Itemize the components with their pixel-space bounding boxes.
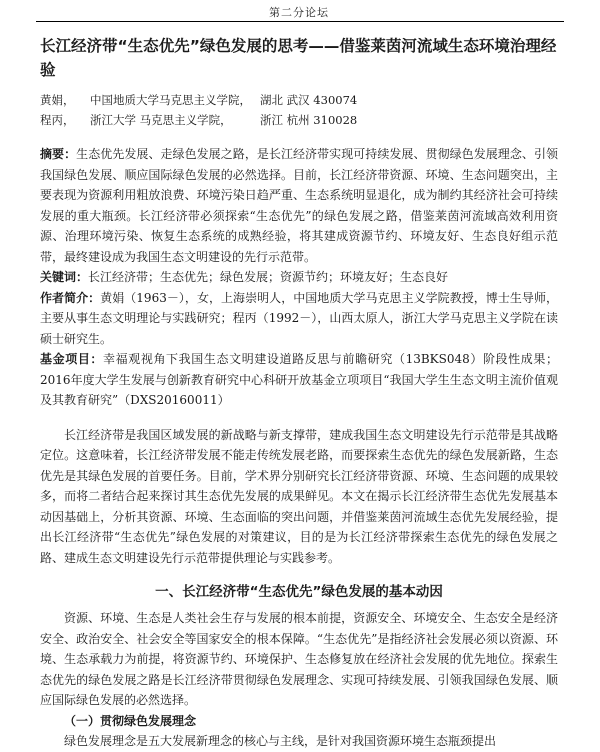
- author-name: 程丙，: [40, 113, 75, 127]
- author-location: 湖北 武汉 430074: [260, 93, 358, 107]
- funding-label: 基金项目：: [40, 352, 104, 366]
- section-body: [40, 608, 558, 752]
- running-header: 第二分论坛: [269, 6, 329, 19]
- header-rule: [36, 21, 564, 22]
- author-location: 浙江 杭州 310028: [260, 113, 358, 127]
- front-matter: [40, 144, 558, 411]
- author-bio-text: 黄娟（1963－），女，上海崇明人，中国地质大学马克思主义学院教授，博士生导师，主要从事生态文明理论与实践研究；程丙（1992－），山西太原人，浙江大学马克思主义学院在读硕士研究生。: [40, 290, 558, 346]
- subsection-paragraph: 绿色发展理念是五大发展新理念的核心与主线，是针对我国资源环境生态瓶颈提出: [64, 734, 497, 748]
- author-bio-label: 作者简介：: [40, 290, 101, 305]
- article-body: [40, 425, 558, 569]
- author-institution: 中国地质大学马克思主义学院，: [90, 93, 251, 107]
- intro-paragraph: 长江经济带是我国区域发展的新战略与新支撑带，建成我国生态文明建设先行示范带是其战略定位。这意味着，长江经济带发展不能走传统发展老路，而要探索生态优先的绿色发展新路，生态优先是其绿色发展的首要任务。目前，学术界分别研究长江经济带资源、环境、生态问题的成果较多，而将二者结合起来探讨其生态优先发展的成果鲜见。本文在揭示长江经济带生态优先发展基本动因基础上，分析其资源、环境、生态面临的突出问题，并借鉴莱茵河流域生态优先发展经验，提出长江经济带“生态优先”绿色发展的对策建议，目的是为长江经济带探索生态优先的绿色发展之路、建成生态文明建设先行示范带提供理论与实践参考。: [40, 427, 558, 565]
- section-paragraph: 资源、环境、生态是人类社会生存与发展的根本前提，资源安全、环境安全、生态安全是经济安全、政治安全、社会安全等国家安全的根本保障。“生态优先”是指经济社会发展必须以资源、环境、生态承载力为前提，将资源节约、环境保护、生态修复放在经济社会发展的优先地位。探索生态优先的绿色发展之路是长江经济带贯彻绿色发展理念、实现可持续发展、引领我国绿色发展、顺应国际绿色发展的必然选择。: [40, 611, 558, 707]
- funding-text: 幸福观视角下我国生态文明建设道路反思与前瞻研究（13BKS048）阶段性成果；2016年度大学生发展与创新教育研究中心科研开放基金立项项目“我国大学生生态文明主流价值观及其教育研究”（DXS20160011）: [40, 352, 558, 407]
- subsection-heading: （一）贯彻绿色发展理念: [64, 713, 197, 728]
- author-row: [40, 110, 558, 130]
- abstract-text: 生态优先发展、走绿色发展之路，是长江经济带实现可持续发展、贯彻绿色发展理念、引领我国绿色发展、顺应国际绿色发展的必然选择。目前，长江经济带资源、环境、生态问题突出，主要表现为资源利用粗放浪费、环境污染日趋严重、生态系统明显退化，成为制约其经济社会可持续发展的重大瓶颈。长江经济带必须探索“生态优先”的绿色发展之路，借鉴莱茵河流域高效利用资源、治理环境污染、恢复生态系统的成熟经验，将其建成资源节约、环境友好、生态良好组示范带，最终建设成为我国生态文明建设的先行示范带。: [40, 147, 558, 264]
- author-row: [40, 90, 558, 110]
- author-list: [40, 90, 558, 130]
- keywords-label: 关键词：: [40, 270, 89, 284]
- keywords-text: 长江经济带；生态优先；绿色发展；资源节约；环境友好；生态良好: [88, 270, 449, 284]
- funding: [40, 349, 558, 411]
- abstract: [40, 144, 558, 267]
- author-name: 黄娟，: [40, 93, 75, 107]
- section-heading: 一、长江经济带“生态优先”绿色发展的基本动因: [155, 584, 443, 600]
- author-bio: [40, 288, 558, 350]
- abstract-label: 摘要：: [40, 147, 77, 161]
- keywords: [40, 267, 558, 288]
- author-institution: 浙江大学 马克思主义学院，: [90, 113, 232, 127]
- article-title: 长江经济带“生态优先”绿色发展的思考——借鉴莱茵河流域生态环境治理经验: [40, 37, 557, 79]
